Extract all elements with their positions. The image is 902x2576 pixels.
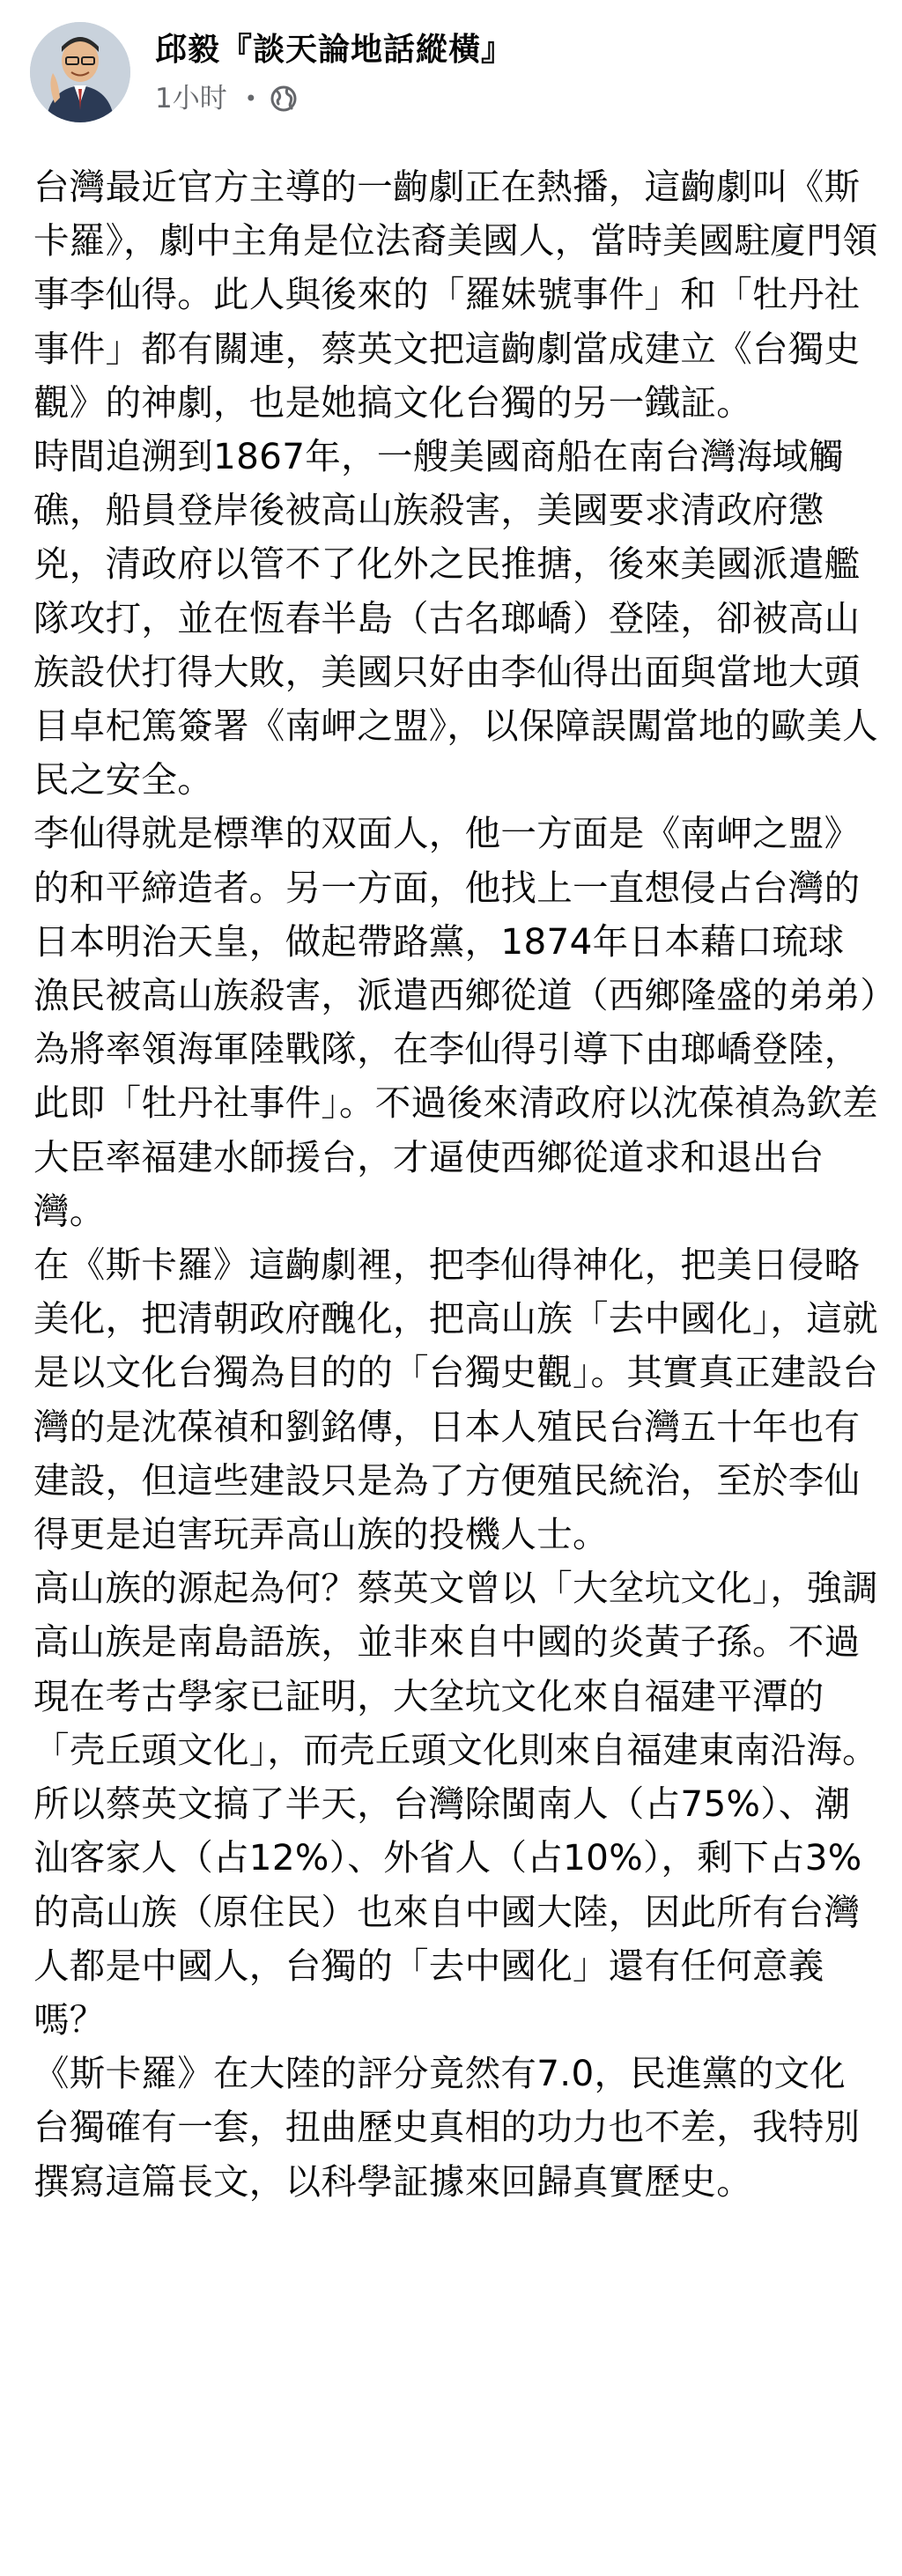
post-subline bbox=[155, 81, 514, 116]
avatar-image bbox=[30, 22, 130, 122]
post-paragraph-3: 李仙得就是標準的双面人，他一方面是《南岬之盟》的和平締造者。另一方面，他找上一直想侵占台灣的日本明治天皇，做起帶路黨，1874年日本藉口琉球漁民被高山族殺害，派遣西鄉從道（西鄉隆盛的弟弟）為將率領海軍陸戰隊，在李仙得引導下由瑯嶠登陸，此即「牡丹社事件」。不過後來清政府以沈葆禎為欽差大臣率福建水師援台，才逼使西鄉從道求和退出台灣。 bbox=[33, 812, 878, 1232]
author-name[interactable]: 邱毅『談天論地話縱橫』 bbox=[155, 32, 514, 68]
post-paragraph-1: 台灣最近官方主導的一齣劇正在熱播，這齣劇叫《斯卡羅》，劇中主角是位法裔美國人，當時美國駐廈門領事李仙得。此人與後來的「羅妹號事件」和「牡丹社事件」都有關連，蔡英文把這齣劇當成建立《台獨史觀》的神劇，也是她搞文化台獨的另一鐵証。 bbox=[33, 166, 878, 424]
post-header bbox=[30, 19, 514, 125]
avatar[interactable] bbox=[30, 22, 130, 122]
post-paragraph-4: 在《斯卡羅》這齣劇裡，把李仙得神化，把美日侵略美化，把清朝政府醜化，把高山族「去中國化」，這就是以文化台獨為目的的「台獨史觀」。其實真正建設台灣的是沈葆禎和劉銘傳，日本人殖民台灣五十年也有建設，但這些建設只是為了方便殖民統治，至於李仙得更是迫害玩弄高山族的投機人士。 bbox=[33, 1244, 878, 1556]
separator-dot: • bbox=[244, 86, 257, 111]
post-paragraph-6: 《斯卡羅》在大陸的評分竟然有7.0，民進黨的文化台獨確有一套，扭曲歷史真相的功力也不差，我特別撰寫這篇長文，以科學証據來回歸真實歷史。 bbox=[33, 2052, 861, 2203]
post-paragraph-5: 高山族的源起為何？蔡英文曾以「大坌坑文化」，強調高山族是南島語族，並非來自中國的炎黃子孫。不過現在考古學家已証明，大坌坑文化來自福建平潭的「壳丘頭文化」，而壳丘頭文化則來自福建東南沿海。所以蔡英文搞了半天，台灣除閩南人（占75%）、潮汕客家人（占12%）、外省人（占10%），剩下占3%的高山族（原住民）也來自中國大陸，因此所有台灣人都是中國人，台獨的「去中國化」還有任何意義嗎？ bbox=[33, 1567, 878, 2041]
post-meta bbox=[155, 28, 514, 116]
post-time[interactable]: 1小时 bbox=[155, 83, 227, 114]
globe-icon[interactable] bbox=[270, 85, 298, 113]
post-paragraph-2: 時間追溯到1867年，一艘美國商船在南台灣海域觸礁，船員登岸後被高山族殺害，美國要求清政府懲兇，清政府以管不了化外之民推搪，後來美國派遣艦隊攻打，並在恆春半島（古名瑯嶠）登陸，卻被高山族設伏打得大敗，美國只好由李仙得出面與當地大頭目卓杞篤簽署《南岬之盟》，以保障誤闖當地的歐美人民之安全。 bbox=[33, 435, 878, 801]
post-body bbox=[33, 160, 879, 2209]
